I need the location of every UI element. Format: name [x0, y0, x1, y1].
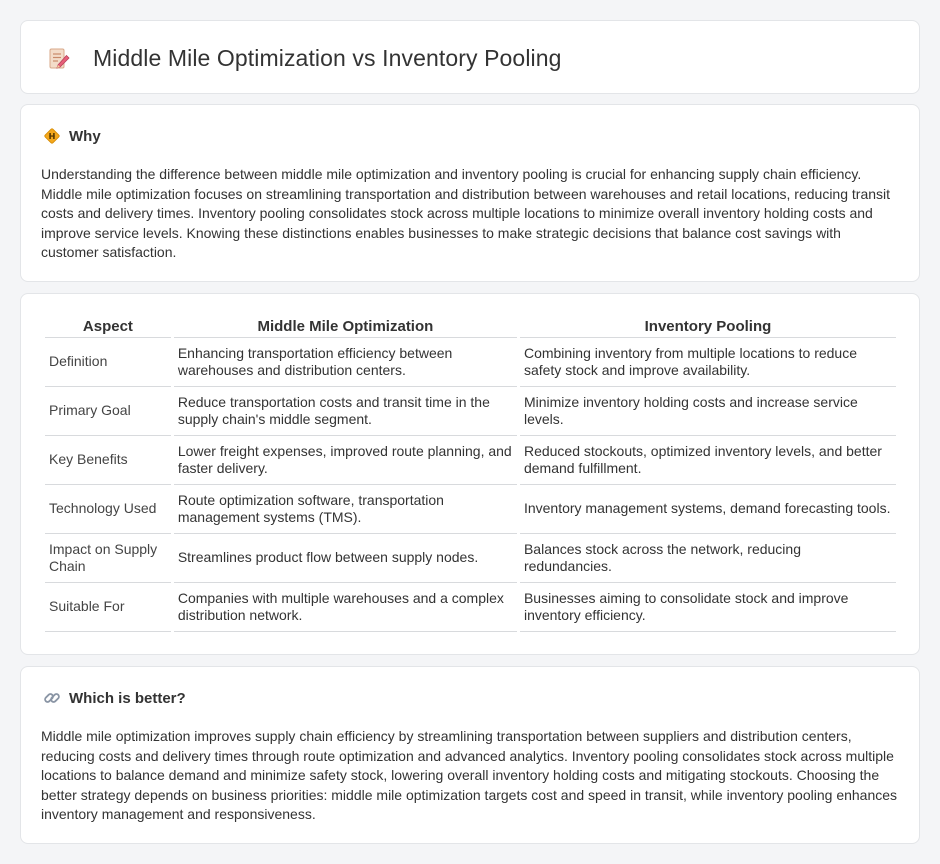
comparison-section — [20, 293, 920, 655]
aspect-cell: Technology Used — [45, 485, 171, 534]
table-row — [45, 338, 896, 387]
aspect-cell: Primary Goal — [45, 387, 171, 436]
why-body: Understanding the difference between middle mile optimization and inventory pooling is crucial for enhancing supply chain efficiency. Middle mile optimization focuses on streamlining transportation and distribution between warehouses and retail locations, reducing transit costs and delivery times. Inventory pooling consolidates stock across multiple locations to minimize overall inventory holding costs and improve service levels. Knowing these distinctions enables businesses to make strategic decisions that balance cost savings with customer satisfaction. — [41, 166, 891, 261]
pooling-cell: Balances stock across the network, reducing redundancies. — [520, 534, 896, 583]
page-title: Middle Mile Optimization vs Inventory Pooling — [93, 45, 562, 71]
pooling-cell: Reduced stockouts, optimized inventory levels, and better demand fulfillment. — [520, 436, 896, 485]
better-heading: Which is better? — [69, 689, 186, 707]
title-row — [47, 45, 562, 72]
comparison-table — [42, 315, 899, 632]
why-section — [20, 104, 920, 282]
pooling-cell: Combining inventory from multiple locations to reduce safety stock and improve availability. — [520, 338, 896, 387]
middle-mile-cell: Route optimization software, transportation management systems (TMS). — [174, 485, 517, 534]
link-icon — [43, 689, 61, 707]
document-pencil-icon — [47, 47, 71, 71]
why-heading: Why — [69, 127, 101, 145]
better-body: Middle mile optimization improves supply chain efficiency by streamlining transportation between suppliers and distribution centers, reducing costs and delivery times through route optimization and advanced analytics. Inventory pooling consolidates stock across multiple locations to balance demand and minimize safety stock, lowering overall inventory holding costs and mitigating stockouts. Choosing the better strategy depends on business priorities: middle mile optimization targets cost and speed in transit, while inventory pooling enhances inventory management and responsiveness. — [41, 728, 898, 823]
diamond-sign-icon — [43, 127, 61, 145]
pooling-cell: Inventory management systems, demand forecasting tools. — [520, 485, 896, 534]
aspect-cell: Key Benefits — [45, 436, 171, 485]
table-row — [45, 583, 896, 632]
middle-mile-cell: Lower freight expenses, improved route planning, and faster delivery. — [174, 436, 517, 485]
middle-mile-cell: Companies with multiple warehouses and a complex distribution network. — [174, 583, 517, 632]
middle-mile-cell: Reduce transportation costs and transit time in the supply chain's middle segment. — [174, 387, 517, 436]
aspect-cell: Definition — [45, 338, 171, 387]
header-middle-mile: Middle Mile Optimization — [174, 315, 517, 338]
pooling-cell: Minimize inventory holding costs and increase service levels. — [520, 387, 896, 436]
table-row — [45, 485, 896, 534]
table-row — [45, 436, 896, 485]
title-card — [20, 20, 920, 94]
header-aspect: Aspect — [45, 315, 171, 338]
which-is-better-section — [20, 666, 920, 844]
aspect-cell: Suitable For — [45, 583, 171, 632]
aspect-cell: Impact on Supply Chain — [45, 534, 171, 583]
header-inventory-pooling: Inventory Pooling — [520, 315, 896, 338]
table-row — [45, 534, 896, 583]
pooling-cell: Businesses aiming to consolidate stock and improve inventory efficiency. — [520, 583, 896, 632]
better-heading-row — [43, 689, 186, 707]
why-heading-row — [43, 127, 101, 145]
table-row — [45, 387, 896, 436]
table-header-row — [45, 315, 896, 338]
middle-mile-cell: Streamlines product flow between supply nodes. — [174, 534, 517, 583]
middle-mile-cell: Enhancing transportation efficiency between warehouses and distribution centers. — [174, 338, 517, 387]
